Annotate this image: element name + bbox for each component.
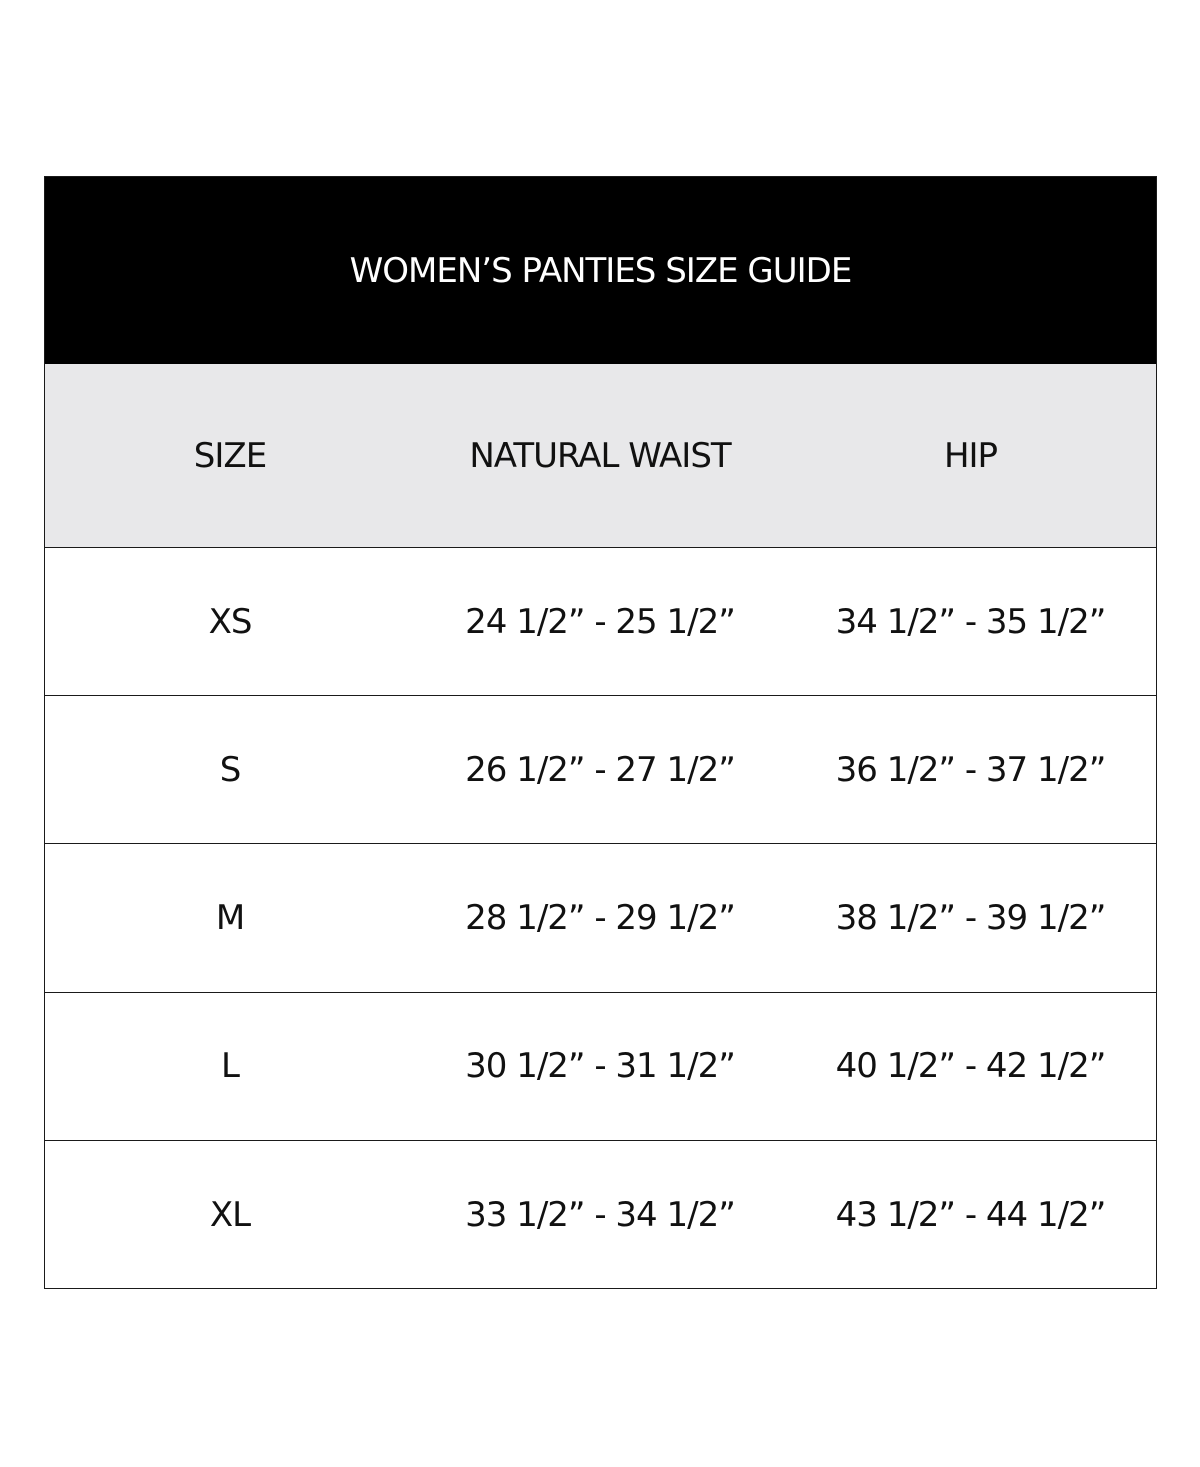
hip-cell: 36 1/2” - 37 1/2” bbox=[835, 749, 1106, 790]
table-row bbox=[45, 696, 1156, 844]
waist-cell: 28 1/2” - 29 1/2” bbox=[465, 897, 735, 938]
waist-cell: 24 1/2” - 25 1/2” bbox=[465, 601, 735, 642]
table-row bbox=[45, 548, 1156, 696]
table-row bbox=[45, 844, 1156, 992]
waist-cell: 30 1/2” - 31 1/2” bbox=[465, 1046, 735, 1087]
header-row bbox=[45, 364, 1156, 548]
hip-cell: 40 1/2” - 42 1/2” bbox=[835, 1046, 1106, 1087]
column-header-size: SIZE bbox=[193, 435, 267, 476]
size-cell: M bbox=[215, 897, 245, 938]
table-row bbox=[45, 993, 1156, 1141]
hip-cell: 38 1/2” - 39 1/2” bbox=[835, 897, 1106, 938]
hip-cell: 43 1/2” - 44 1/2” bbox=[835, 1194, 1106, 1235]
column-header-natural-waist: NATURAL WAIST bbox=[469, 435, 731, 476]
table-title: WOMEN’S PANTIES SIZE GUIDE bbox=[45, 177, 1156, 364]
hip-cell: 34 1/2” - 35 1/2” bbox=[835, 601, 1106, 642]
size-cell: S bbox=[219, 749, 241, 790]
waist-cell: 26 1/2” - 27 1/2” bbox=[465, 749, 735, 790]
size-cell: L bbox=[221, 1046, 239, 1087]
size-guide-table bbox=[44, 176, 1157, 1289]
size-cell: XS bbox=[208, 601, 252, 642]
table-row bbox=[45, 1141, 1156, 1289]
waist-cell: 33 1/2” - 34 1/2” bbox=[465, 1194, 735, 1235]
column-header-hip: HIP bbox=[943, 435, 998, 476]
size-cell: XL bbox=[209, 1194, 251, 1235]
